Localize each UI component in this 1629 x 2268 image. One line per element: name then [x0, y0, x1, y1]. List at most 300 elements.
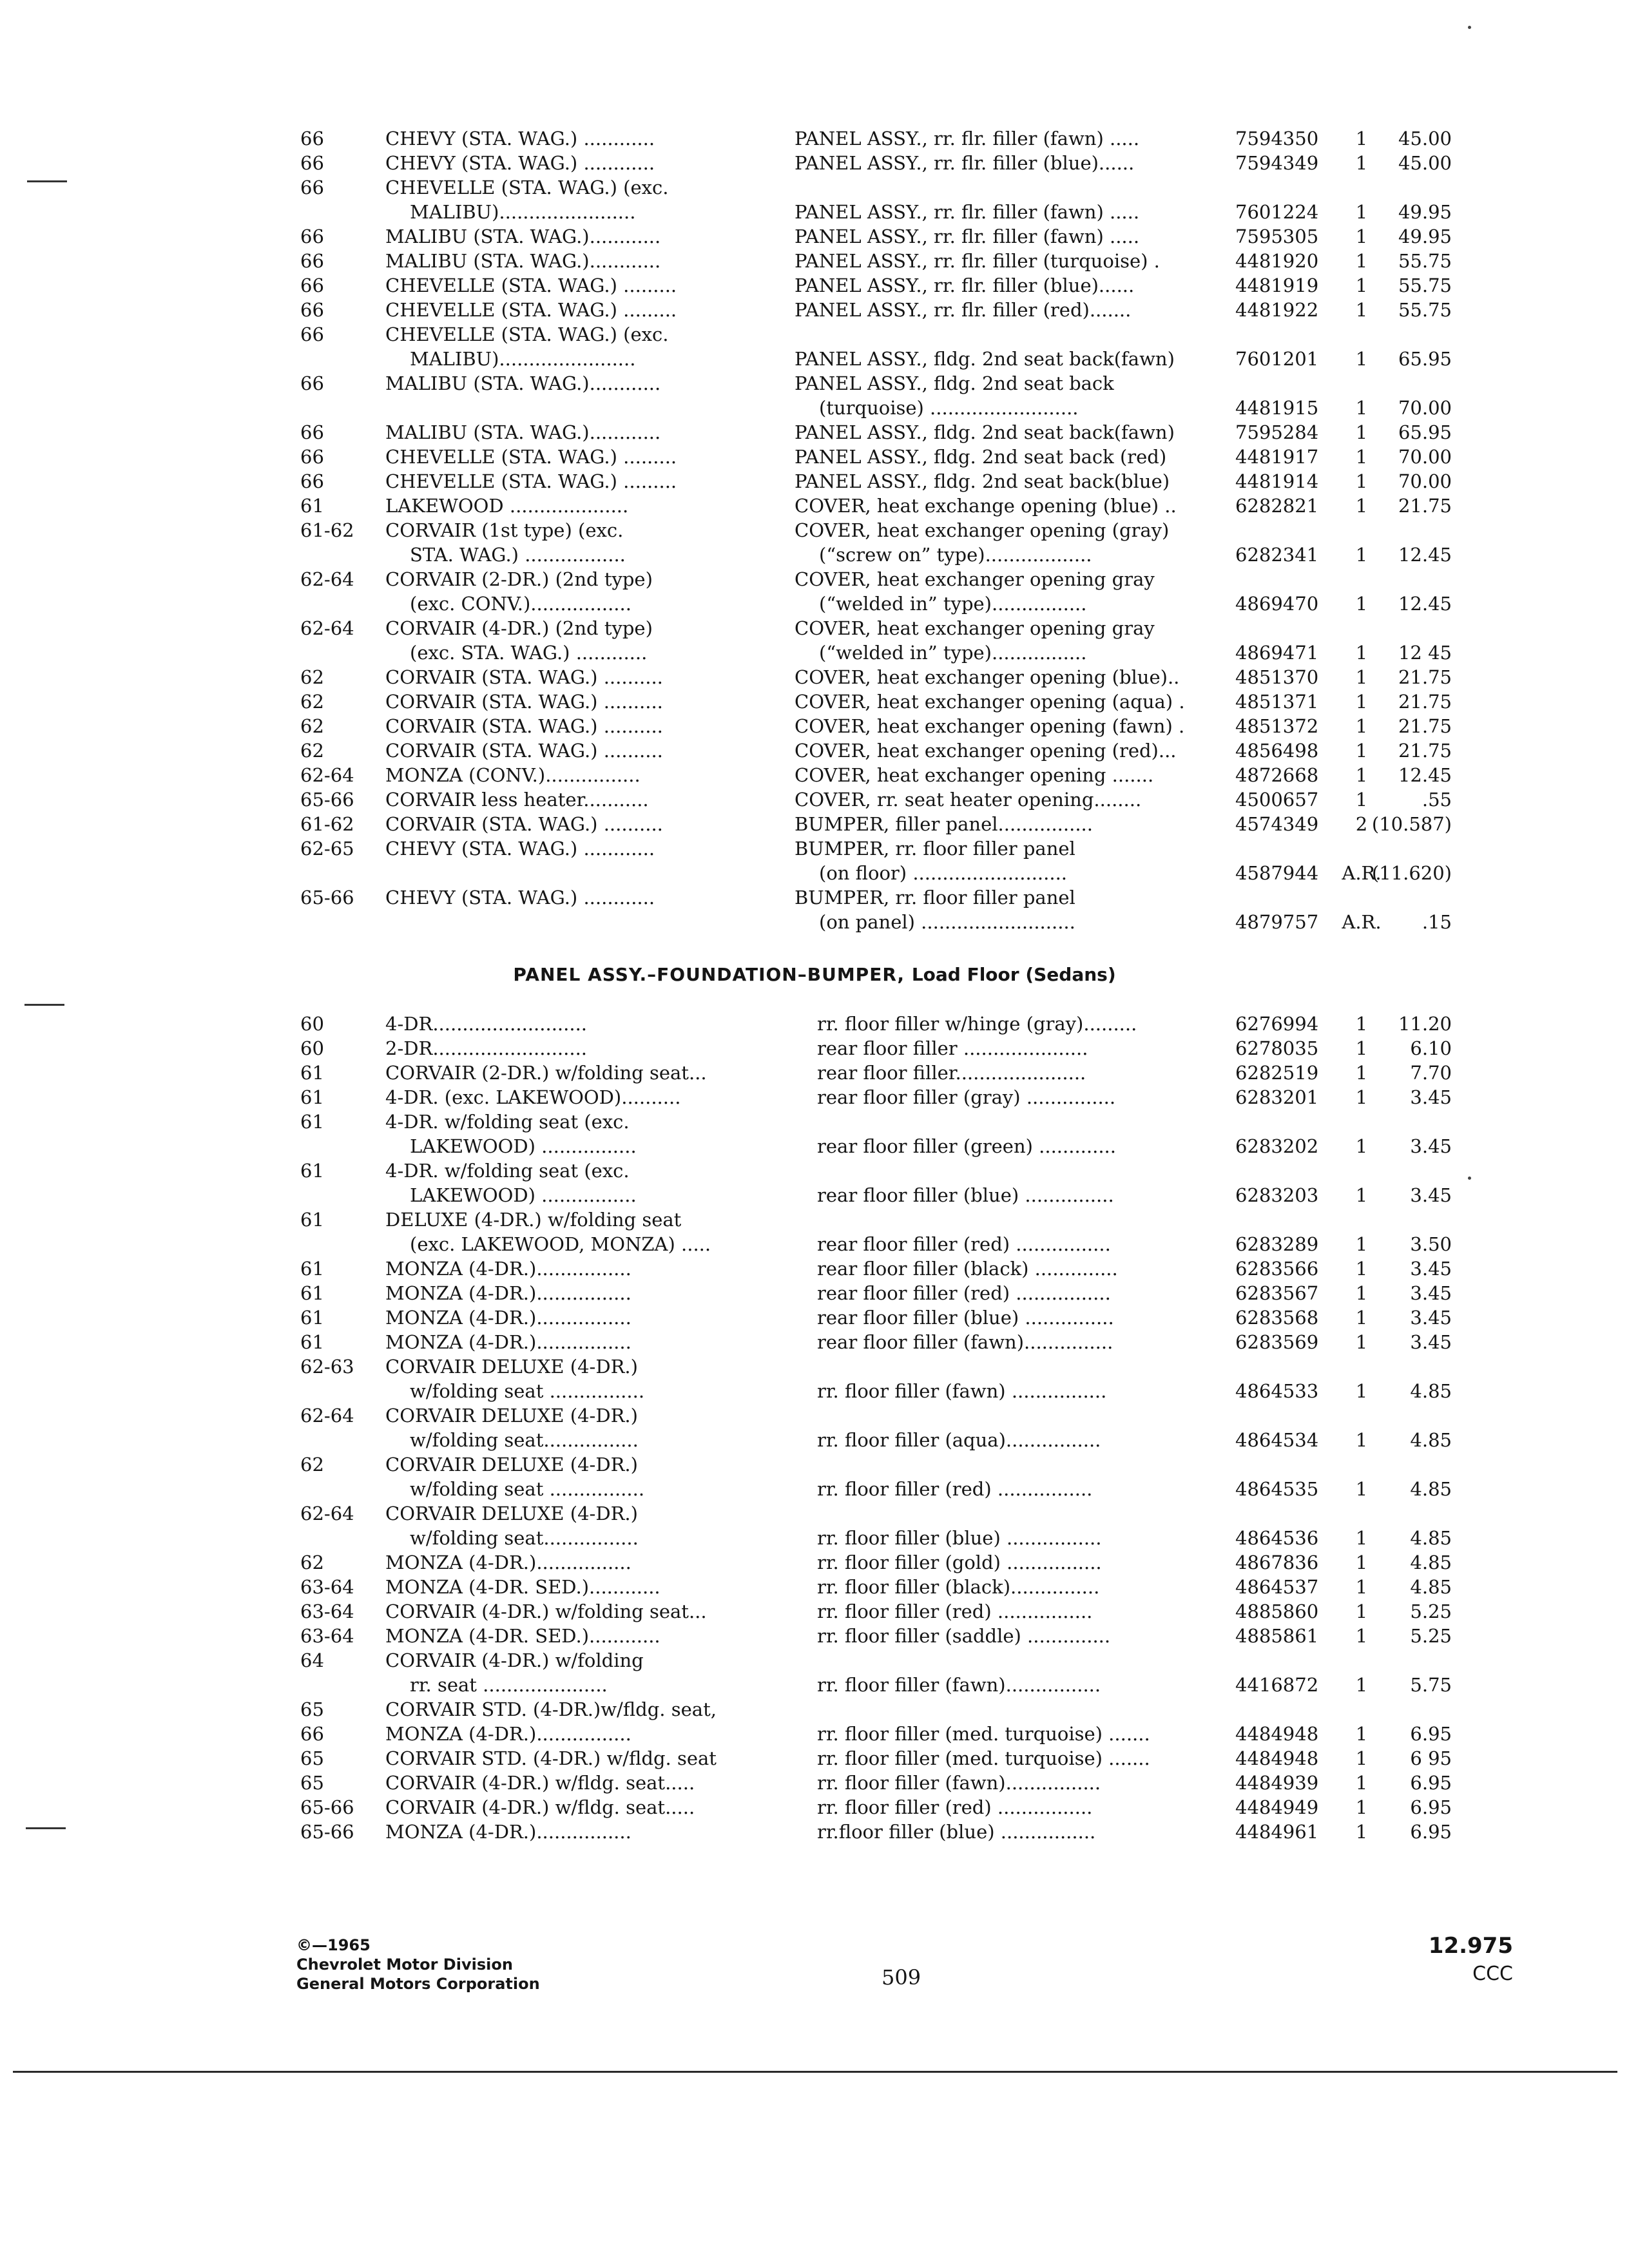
description-cell: [795, 469, 1233, 494]
model-line: CHEVY (STA. WAG.) ............: [385, 838, 655, 860]
table-row: [0, 1575, 1629, 1599]
quantity-cell: 1: [1355, 1184, 1368, 1206]
year-cell: 66: [300, 152, 324, 174]
year-cell: 62: [300, 740, 324, 762]
price-cell: 12.45: [1398, 544, 1452, 566]
model-line: MONZA (4-DR.)................: [385, 1821, 631, 1843]
description-cell: [817, 1207, 1233, 1256]
table-row: [0, 298, 1629, 322]
quantity-cell: 1: [1355, 1674, 1368, 1696]
description-line: COVER, heat exchange opening (blue) ..: [795, 495, 1177, 517]
year-cell: 62: [300, 1552, 324, 1573]
year-cell: 62: [300, 691, 324, 713]
part-number-cell: 4879757: [1235, 911, 1319, 933]
bottom-rule: [13, 2071, 1617, 2073]
model-line: 4-DR. w/folding seat (exc.: [385, 1160, 630, 1182]
description-cell: [795, 371, 1233, 420]
model-line: LAKEWOOD) ................: [410, 1135, 637, 1157]
price-cell: 45.00: [1398, 128, 1452, 149]
price-cell: (10.587): [1371, 813, 1452, 835]
part-number-cell: 4864537: [1235, 1576, 1319, 1598]
description-line: rear floor filler .....................: [817, 1037, 1088, 1059]
part-number-cell: 7594349: [1235, 152, 1319, 174]
model-cell: [385, 445, 762, 469]
model-line: CHEVELLE (STA. WAG.) .........: [385, 446, 677, 468]
description-line: [817, 1403, 1233, 1428]
description-line: COVER, heat exchanger opening (red)...: [795, 740, 1177, 762]
part-number-cell: 4481919: [1235, 274, 1319, 296]
description-cell: [795, 494, 1233, 518]
description-line: PANEL ASSY., fldg. 2nd seat back(fawn): [795, 348, 1175, 370]
table-row: [0, 1771, 1629, 1795]
description-line: rr. floor filler (fawn)................: [817, 1772, 1101, 1794]
model-cell: [385, 469, 762, 494]
quantity-cell: 1: [1355, 397, 1368, 419]
description-line: COVER, heat exchanger opening gray: [795, 568, 1155, 590]
description-cell: [817, 1452, 1233, 1501]
scan-dot: [1468, 1177, 1471, 1180]
model-cell: [385, 1085, 762, 1110]
table-row: [0, 371, 1629, 420]
model-line: CORVAIR (4-DR.) w/fldg. seat.....: [385, 1796, 695, 1818]
year-cell: 65-66: [300, 1821, 354, 1843]
table-row: [0, 1820, 1629, 1844]
quantity-cell: 1: [1355, 740, 1368, 762]
description-cell: [795, 273, 1233, 298]
table-row: [0, 1746, 1629, 1771]
quantity-cell: 1: [1355, 1821, 1368, 1843]
description-line: rr. floor filler w/hinge (gray).........: [817, 1013, 1137, 1035]
year-cell: 61: [300, 1160, 324, 1182]
price-cell: .55: [1422, 789, 1452, 811]
price-cell: 3.45: [1410, 1331, 1452, 1353]
model-line: CORVAIR (4-DR.) w/fldg. seat.....: [385, 1772, 695, 1794]
model-line: 4-DR. (exc. LAKEWOOD)..........: [385, 1086, 681, 1108]
description-line: COVER, heat exchanger opening (aqua) .: [795, 691, 1185, 713]
model-line: CORVAIR DELUXE (4-DR.): [385, 1405, 638, 1427]
part-number-cell: 4885861: [1235, 1625, 1319, 1647]
year-cell: 61: [300, 1258, 324, 1280]
model-line: CORVAIR (4-DR.) w/folding: [385, 1649, 644, 1671]
table-row: [0, 1599, 1629, 1624]
quantity-cell: 1: [1355, 250, 1368, 272]
description-line: rr. floor filler (blue) ................: [817, 1527, 1102, 1549]
quantity-cell: 1: [1355, 1747, 1368, 1769]
year-cell: 63-64: [300, 1576, 354, 1598]
quantity-cell: 1: [1355, 1380, 1368, 1402]
copyright-line: ©—1965: [296, 1936, 371, 1954]
part-number-cell: 4484939: [1235, 1772, 1319, 1794]
description-cell: [817, 1771, 1233, 1795]
year-cell: 61: [300, 1282, 324, 1304]
table-row: [0, 469, 1629, 494]
description-cell: [817, 1746, 1233, 1771]
model-line: MONZA (4-DR. SED.)............: [385, 1576, 660, 1598]
description-cell: [817, 1061, 1233, 1085]
description-line: [817, 1501, 1233, 1526]
price-cell: 55.75: [1398, 274, 1452, 296]
quantity-cell: 1: [1355, 691, 1368, 713]
description-cell: [795, 567, 1233, 616]
price-cell: 6.95: [1410, 1772, 1452, 1794]
model-line: MONZA (4-DR.)................: [385, 1723, 631, 1745]
description-cell: [817, 1648, 1233, 1697]
table-row: [0, 787, 1629, 812]
model-line: CORVAIR (4-DR.) w/folding seat...: [385, 1600, 707, 1622]
model-cell: [385, 1305, 762, 1330]
description-line: rear floor filler (green) .............: [817, 1135, 1116, 1157]
description-cell: [817, 1722, 1233, 1746]
year-cell: 62-65: [300, 838, 354, 860]
price-cell: (11.620): [1371, 862, 1452, 884]
table-row: [0, 1330, 1629, 1354]
year-cell: 65: [300, 1698, 324, 1720]
quantity-cell: 1: [1355, 544, 1368, 566]
table-row: [0, 1354, 1629, 1403]
table-row: [0, 1256, 1629, 1281]
model-cell: [385, 1795, 762, 1820]
price-cell: 70.00: [1398, 470, 1452, 492]
year-cell: 61: [300, 1086, 324, 1108]
description-cell: [817, 1281, 1233, 1305]
price-cell: 3.45: [1410, 1282, 1452, 1304]
model-cell: [385, 1722, 762, 1746]
description-line: rr. floor filler (gold) ................: [817, 1552, 1102, 1573]
description-cell: [795, 787, 1233, 812]
quantity-cell: 1: [1355, 1772, 1368, 1794]
year-cell: 60: [300, 1037, 324, 1059]
quantity-cell: 1: [1355, 1037, 1368, 1059]
part-number-cell: 6283289: [1235, 1233, 1319, 1255]
description-line: PANEL ASSY., rr. flr. filler (blue)......: [795, 152, 1135, 174]
description-line: [817, 1354, 1233, 1379]
model-line: 4-DR..........................: [385, 1013, 588, 1035]
model-line: MONZA (CONV.)................: [385, 764, 641, 786]
part-number-cell: 4864536: [1235, 1527, 1319, 1549]
price-cell: 55.75: [1398, 299, 1452, 321]
description-cell: [795, 151, 1233, 175]
model-cell: [385, 763, 762, 787]
model-cell: [385, 787, 762, 812]
description-line: COVER, heat exchanger opening (blue)..: [795, 666, 1180, 688]
model-cell: [385, 371, 762, 396]
description-line: rr. floor filler (aqua)................: [817, 1429, 1101, 1451]
model-cell: [385, 1599, 762, 1624]
model-line: MALIBU).......................: [410, 201, 636, 223]
part-number-cell: 4869470: [1235, 593, 1319, 615]
quantity-cell: 1: [1355, 152, 1368, 174]
section-code: CCC: [1472, 1963, 1513, 1985]
description-line: PANEL ASSY., fldg. 2nd seat back(blue): [795, 470, 1170, 492]
quantity-cell: 1: [1355, 226, 1368, 247]
table-row: [0, 249, 1629, 273]
part-number-cell: 4885860: [1235, 1600, 1319, 1622]
year-cell: 66: [300, 372, 324, 394]
description-cell: [817, 1501, 1233, 1550]
model-cell: [385, 1697, 762, 1722]
model-cell: [385, 1158, 762, 1207]
description-line: [795, 175, 1233, 200]
part-number-cell: 6283569: [1235, 1331, 1319, 1353]
quantity-cell: 1: [1355, 1723, 1368, 1745]
part-number-cell: 4500657: [1235, 789, 1319, 811]
part-number-cell: 6283202: [1235, 1135, 1319, 1157]
section-title: PANEL ASSY.–FOUNDATION–BUMPER,: [513, 964, 905, 985]
price-cell: 6.95: [1410, 1821, 1452, 1843]
table-row: [0, 616, 1629, 665]
model-cell: [385, 714, 762, 738]
description-cell: [795, 836, 1233, 885]
year-cell: 62-64: [300, 568, 354, 590]
description-line: rear floor filler (blue) ...............: [817, 1184, 1114, 1206]
year-cell: 62: [300, 666, 324, 688]
description-line: rr. floor filler (red) ................: [817, 1478, 1093, 1500]
description-line: PANEL ASSY., rr. flr. filler (blue)......: [795, 274, 1135, 296]
price-cell: 12 45: [1398, 642, 1452, 664]
description-line: rr. floor filler (med. turquoise) .......: [817, 1747, 1150, 1769]
part-number-cell: 4484961: [1235, 1821, 1319, 1843]
description-line: BUMPER, filler panel................: [795, 813, 1093, 835]
part-number-cell: 4481914: [1235, 470, 1319, 492]
model-cell: [385, 665, 762, 689]
model-cell: [385, 298, 762, 322]
model-line: CHEVELLE (STA. WAG.) .........: [385, 274, 677, 296]
table-row: [0, 494, 1629, 518]
model-cell: [385, 1281, 762, 1305]
price-cell: 3.45: [1410, 1086, 1452, 1108]
model-line: CORVAIR DELUXE (4-DR.): [385, 1454, 638, 1475]
year-cell: 63-64: [300, 1625, 354, 1647]
part-number-cell: 4587944: [1235, 862, 1319, 884]
description-line: COVER, heat exchanger opening (gray): [795, 519, 1170, 541]
year-cell: 65: [300, 1747, 324, 1769]
model-line: CORVAIR (STA. WAG.) ..........: [385, 813, 663, 835]
description-cell: [795, 763, 1233, 787]
quantity-cell: 1: [1355, 201, 1368, 223]
description-line: (“welded in” type)................: [819, 642, 1087, 664]
quantity-cell: 1: [1355, 421, 1368, 443]
price-cell: 65.95: [1398, 348, 1452, 370]
table-row: [0, 445, 1629, 469]
model-line: rr. seat .....................: [410, 1674, 608, 1696]
table-row: [0, 1305, 1629, 1330]
model-line: CORVAIR (STA. WAG.) ..........: [385, 740, 663, 762]
price-cell: 3.50: [1410, 1233, 1452, 1255]
description-cell: [817, 1624, 1233, 1648]
description-line: rr. floor filler (black)...............: [817, 1576, 1100, 1598]
year-cell: 65-66: [300, 887, 354, 908]
year-cell: 62: [300, 1454, 324, 1475]
quantity-cell: 1: [1355, 1086, 1368, 1108]
division-line: Chevrolet Motor Division: [296, 1956, 513, 1974]
description-line: (“screw on” type)..................: [819, 544, 1092, 566]
model-line: STA. WAG.) .................: [410, 544, 626, 566]
model-cell: [385, 1550, 762, 1575]
description-line: PANEL ASSY., rr. flr. filler (fawn) .....: [795, 201, 1140, 223]
quantity-cell: 1: [1355, 348, 1368, 370]
part-number-cell: 7601224: [1235, 201, 1319, 223]
model-line: LAKEWOOD) ................: [410, 1184, 637, 1206]
quantity-cell: 1: [1355, 715, 1368, 737]
table-row: [0, 836, 1629, 885]
price-cell: 4.85: [1410, 1552, 1452, 1573]
model-cell: [385, 224, 762, 249]
part-number-cell: 4416872: [1235, 1674, 1319, 1696]
price-cell: 70.00: [1398, 397, 1452, 419]
year-cell: 62: [300, 715, 324, 737]
price-cell: 3.45: [1410, 1258, 1452, 1280]
description-line: rr. floor filler (fawn) ................: [817, 1380, 1107, 1402]
quantity-cell: 1: [1355, 1478, 1368, 1500]
part-number-cell: 6283203: [1235, 1184, 1319, 1206]
year-cell: 66: [300, 250, 324, 272]
table-row: [0, 518, 1629, 567]
year-cell: 66: [300, 421, 324, 443]
description-line: rr. floor filler (saddle) ..............: [817, 1625, 1111, 1647]
model-cell: [385, 567, 762, 616]
description-cell: [817, 1403, 1233, 1452]
description-line: PANEL ASSY., fldg. 2nd seat back(fawn): [795, 421, 1175, 443]
description-cell: [817, 1158, 1233, 1207]
description-line: [817, 1110, 1233, 1134]
model-cell: [385, 1036, 762, 1061]
model-line: LAKEWOOD ....................: [385, 495, 629, 517]
price-cell: 70.00: [1398, 446, 1452, 468]
part-number-cell: 7601201: [1235, 348, 1319, 370]
model-cell: [385, 1624, 762, 1648]
price-cell: 21.75: [1398, 691, 1452, 713]
model-cell: [385, 1746, 762, 1771]
description-line: COVER, heat exchanger opening gray: [795, 617, 1155, 639]
description-cell: [795, 445, 1233, 469]
model-cell: [385, 1771, 762, 1795]
table-row: [0, 322, 1629, 371]
part-number-cell: 6282519: [1235, 1062, 1319, 1084]
year-cell: 65-66: [300, 789, 354, 811]
model-cell: [385, 1207, 762, 1256]
part-number-cell: 6278035: [1235, 1037, 1319, 1059]
description-cell: [817, 1795, 1233, 1820]
model-line: (exc. CONV.).................: [410, 593, 631, 615]
description-cell: [795, 738, 1233, 763]
table-row: [0, 126, 1629, 151]
model-cell: [385, 1354, 762, 1403]
model-cell: [385, 738, 762, 763]
description-line: rear floor filler......................: [817, 1062, 1086, 1084]
description-cell: [795, 224, 1233, 249]
description-line: PANEL ASSY., rr. flr. filler (fawn) .....: [795, 128, 1140, 149]
model-cell: [385, 249, 762, 273]
table-row: [0, 1501, 1629, 1550]
section-heading: [0, 964, 1629, 985]
description-cell: [795, 249, 1233, 273]
description-line: rear floor filler (red) ................: [817, 1233, 1111, 1255]
table-row: [0, 1550, 1629, 1575]
description-line: COVER, heat exchanger opening (fawn) .: [795, 715, 1185, 737]
table-row: [0, 151, 1629, 175]
table-row: [0, 1722, 1629, 1746]
model-line: CHEVELLE (STA. WAG.) .........: [385, 470, 677, 492]
part-number-cell: 7595305: [1235, 226, 1319, 247]
description-cell: [795, 518, 1233, 567]
description-line: [817, 1648, 1233, 1673]
year-cell: 61: [300, 1209, 324, 1231]
description-line: BUMPER, rr. floor filler panel: [795, 838, 1075, 860]
price-cell: 55.75: [1398, 250, 1452, 272]
price-cell: 21.75: [1398, 666, 1452, 688]
quantity-cell: 1: [1355, 446, 1368, 468]
description-line: PANEL ASSY., rr. flr. filler (red).......: [795, 299, 1132, 321]
model-line: CHEVY (STA. WAG.) ............: [385, 152, 655, 174]
model-cell: [385, 1330, 762, 1354]
model-line: w/folding seat................: [410, 1429, 639, 1451]
price-cell: 7.70: [1410, 1062, 1452, 1084]
model-line: MONZA (4-DR.)................: [385, 1307, 631, 1329]
page-number: 509: [882, 1965, 921, 1990]
table-row: [0, 714, 1629, 738]
description-line: rr. floor filler (fawn)................: [817, 1674, 1101, 1696]
part-number-cell: 4864533: [1235, 1380, 1319, 1402]
quantity-cell: 1: [1355, 1062, 1368, 1084]
model-line: MALIBU (STA. WAG.)............: [385, 372, 661, 394]
price-cell: 12.45: [1398, 764, 1452, 786]
part-number-cell: 4851371: [1235, 691, 1319, 713]
description-line: (on panel) ..........................: [819, 911, 1075, 933]
description-line: rr. floor filler (red) ................: [817, 1600, 1093, 1622]
part-number-cell: 4484948: [1235, 1723, 1319, 1745]
table-row: [0, 1012, 1629, 1036]
quantity-cell: 1: [1355, 1282, 1368, 1304]
year-cell: 61: [300, 1111, 324, 1133]
description-cell: [817, 1354, 1233, 1403]
model-cell: [385, 1501, 762, 1550]
model-line: CORVAIR (STA. WAG.) ..........: [385, 691, 663, 713]
year-cell: 66: [300, 299, 324, 321]
year-cell: 66: [300, 274, 324, 296]
description-cell: [817, 1036, 1233, 1061]
part-number-cell: 6276994: [1235, 1013, 1319, 1035]
model-line: CHEVY (STA. WAG.) ............: [385, 128, 655, 149]
scan-mark: [27, 180, 67, 182]
model-cell: [385, 1820, 762, 1844]
description-cell: [795, 665, 1233, 689]
year-cell: 60: [300, 1013, 324, 1035]
table-row: [0, 1281, 1629, 1305]
part-number-cell: 4481920: [1235, 250, 1319, 272]
part-number-cell: 4851370: [1235, 666, 1319, 688]
model-cell: [385, 322, 762, 371]
table-row: [0, 738, 1629, 763]
parts-table-sedans: [0, 1012, 1629, 1844]
part-number-cell: 7595284: [1235, 421, 1319, 443]
price-cell: 21.75: [1398, 715, 1452, 737]
model-line: w/folding seat ................: [410, 1478, 645, 1500]
description-line: rear floor filler (black) ..............: [817, 1258, 1118, 1280]
description-cell: [817, 1256, 1233, 1281]
year-cell: 66: [300, 1723, 324, 1745]
quantity-cell: 1: [1355, 1576, 1368, 1598]
model-line: (exc. STA. WAG.) ............: [410, 642, 648, 664]
model-cell: [385, 175, 762, 224]
description-cell: [817, 1110, 1233, 1158]
model-line: CORVAIR (4-DR.) (2nd type): [385, 617, 653, 639]
quantity-cell: 1: [1355, 1135, 1368, 1157]
quantity-cell: 1: [1355, 1527, 1368, 1549]
table-row: [0, 1403, 1629, 1452]
description-line: [817, 1452, 1233, 1477]
price-cell: 4.85: [1410, 1576, 1452, 1598]
description-line: [817, 1207, 1233, 1232]
